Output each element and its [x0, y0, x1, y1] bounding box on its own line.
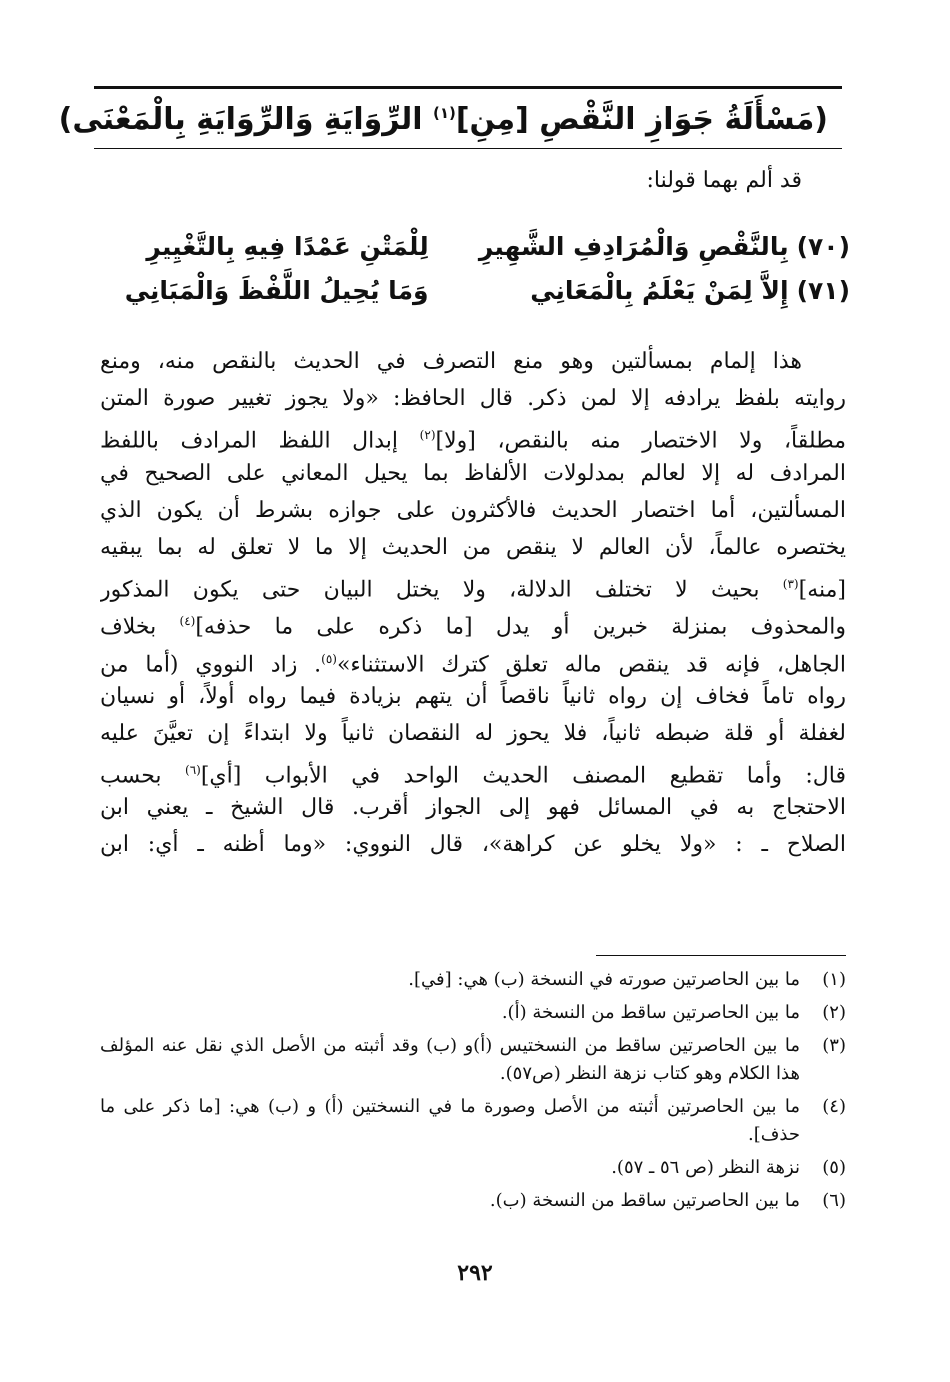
footnote-ref: (٣) [782, 577, 799, 592]
body-line [100, 603, 846, 640]
verse-second-hemistich: وَمَا يُحِيلُ اللَّفْظَ وَالْمَبَانِي [124, 275, 429, 305]
footnote-text: ما بين الحاصرتين صورته في النسخة (ب) هي: [في]. [408, 969, 800, 990]
footnote-separator [596, 955, 846, 956]
verse-second-hemistich: لِلْمَتْنِ عَمْدًا فِيهِ بِالتَّغْيِيرِ [146, 231, 429, 261]
body-line-text: بخلاف [100, 614, 180, 640]
footnote-number: (٣) [822, 1035, 846, 1056]
body-line: لغفلة أو قلة ضبطه ثانياً، فلا يحوز له النقصان ثانياً ولا ابتداءً إن تعيَّنَ عليه [100, 720, 846, 746]
body-line: يختصره عالماً، لأن العالم لا ينقص من الحديث إلا ما لا تعلق له بما يبقيه [100, 534, 846, 560]
page-number: ٢٩٢ [457, 1260, 493, 1286]
heading-tail: الرِّوَايَةِ وَالرِّوَايَةِ بِالْمَعْنَى) [58, 101, 433, 137]
footnote-number: (٥) [822, 1157, 846, 1178]
heading-main: (مَسْأَلَةُ جَوَازِ النَّقْصِ [مِنِ] [455, 101, 828, 137]
title-rule [94, 148, 842, 149]
body-line-text: الجاهل، فإنه قد ينقص ماله تعلق كترك الاستثناء» [336, 651, 846, 677]
body-line-text: والمحذوف بمنزلة خبرين أو يدل [ما ذكره على ما حذفه] [195, 614, 846, 640]
body-line: الاحتجاج به في المسائل فهو إلى الجواز أقرب. قال الشيخ ـ يعني ابن [100, 795, 846, 821]
body-line [100, 641, 846, 678]
footnotes [100, 966, 846, 1220]
footnote [100, 1187, 846, 1215]
body-line: الصلاح ـ : «ولا يخلو عن كراهة»، قال النووي: «وما أظنه ـ أي: ابن [100, 832, 846, 858]
body-line [100, 566, 846, 603]
body-line: رواه تاماً فخاف إن رواه ثانياً ناقصاً أن يتهم بزيادة فيما رواه أولاً، أو نسيان [100, 683, 846, 709]
body-line [100, 752, 846, 789]
verse-number: (٧٠) [796, 231, 850, 261]
verse-first-hemistich: إِلاَّ لِمَنْ يَعْلَمُ بِالْمَعَانِي [530, 275, 789, 305]
body-line-text: إبدال اللفظ المرادف باللفظ [100, 428, 420, 454]
top-rule [94, 86, 842, 89]
footnote-text: نزهة النظر (ص ٥٦ ـ ٥٧). [611, 1157, 800, 1178]
footnote [100, 1093, 846, 1149]
body-line-text: . زاد النووي (أما من [100, 651, 322, 677]
footnote-ref: (٢) [419, 428, 436, 443]
footnote [100, 999, 846, 1027]
intro-line: قد ألم بهما قولنا: [646, 168, 802, 193]
heading-note-ref: (١) [432, 103, 456, 122]
footnote-text: ما بين الحاصرتين ساقط من النسخة (ب). [489, 1190, 800, 1211]
body-line-text: بحيث لا تختلف الدلالة، ولا يختل البيان حتى يكون المذكور [100, 577, 783, 603]
body-line: هذا إلمام بمسألتين وهو منع التصرف في الحديث بالنقص منه، ومنع [100, 349, 802, 374]
footnote-number: (١) [822, 969, 846, 990]
footnote-text: ما بين الحاصرتين أثبته من الأصل وصورة ما في النسختين (أ) و (ب) هي: [ما ذكر على ما حذف]. [100, 1096, 801, 1145]
footnote [100, 966, 846, 994]
verse-71 [94, 268, 850, 312]
body-line: المسألتين، أما اختصار الحديث فالأكثرون على جوازه بشرط أن يكون الذي [100, 497, 846, 523]
body-text [100, 343, 846, 864]
body-line [100, 417, 846, 454]
section-heading [58, 92, 842, 146]
footnote [100, 1032, 846, 1088]
body-line: المرادف له إلا لعالم بمدلولات الألفاظ بما يحيل المعاني على الصحيح في [100, 460, 846, 486]
body-line-text: بحسب [100, 763, 186, 789]
verse-number: (٧١) [796, 275, 850, 305]
footnote-number: (٤) [822, 1096, 846, 1117]
footnote-ref: (٥) [321, 651, 337, 666]
heading-text [59, 102, 828, 137]
body-line: روايته بلفظ يرادفه إلا لمن ذكر. قال الحافظ: «ولا يجوز تغيير صورة المتن [100, 386, 846, 412]
footnote [100, 1154, 846, 1182]
footnote-number: (٦) [822, 1190, 846, 1211]
body-line-text: مطلقاً، ولا الاختصار منه بالنقص، [ولا] [435, 428, 846, 454]
footnote-text: ما بين الحاصرتين ساقط من النسخة (أ). [501, 1002, 800, 1023]
verse-first-hemistich: بِالنَّقْصِ وَالْمُرَادِفِ الشَّهِيرِ [478, 231, 789, 261]
footnote-ref: (٦) [185, 763, 201, 778]
footnote-ref: (٤) [179, 614, 196, 629]
body-line-text: قال: وأما تقطيع المصنف الحديث الواحد في الأبواب [أي] [200, 763, 846, 789]
body-line-text: [منه] [798, 577, 846, 603]
footnote-text: ما بين الحاصرتين ساقط من النسختيس (أ)و (ب) وقد أثبته من الأصل الذي نقل عنه المؤلف هذا الكلام وهو كتاب نزهة النظر (ص٥٧). [100, 1035, 800, 1084]
verse-70 [94, 224, 850, 268]
footnote-number: (٢) [822, 1002, 846, 1023]
